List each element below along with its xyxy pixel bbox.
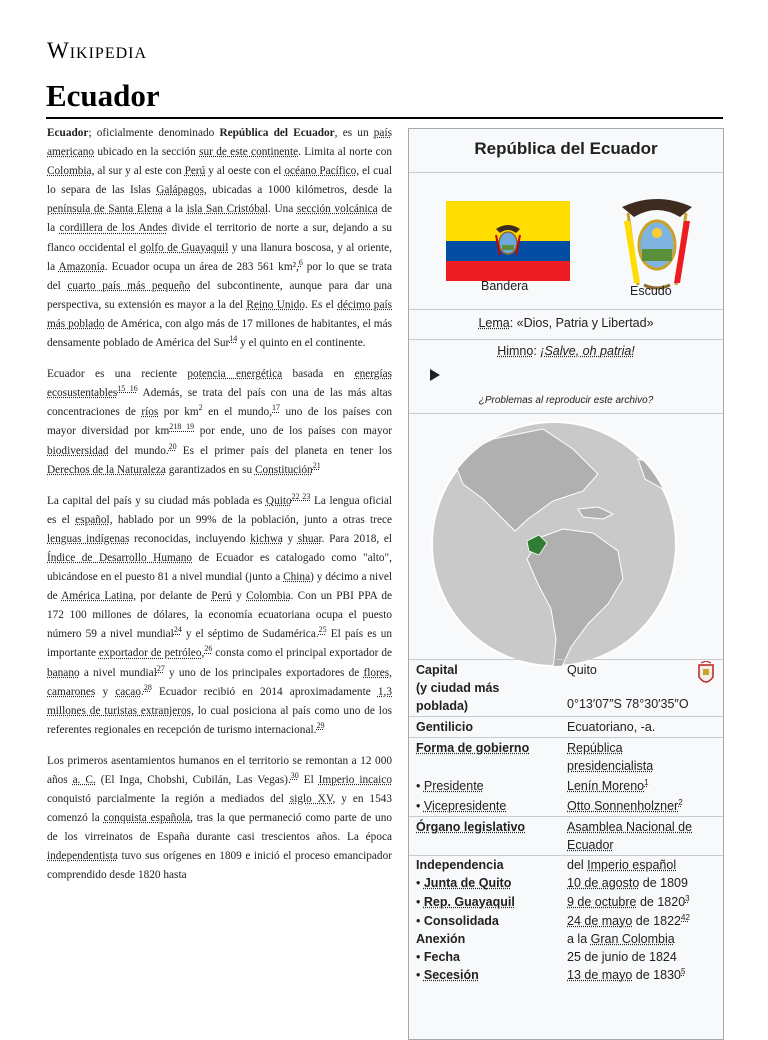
indep-label: Independencia: [416, 858, 504, 872]
text: basada en: [282, 368, 355, 381]
fecha-label: Fecha: [423, 950, 460, 964]
text: , y en 1543 comenzó la: [47, 793, 393, 825]
bullet: [416, 968, 424, 982]
paragraph-intro: [47, 124, 392, 353]
text: de la: [47, 203, 392, 235]
presidente-value[interactable]: Lenín Moreno: [567, 779, 645, 793]
consolidada-date[interactable]: 24 de mayo: [567, 914, 633, 928]
link-china[interactable]: China: [283, 571, 311, 584]
text: Ecuador recibió en 2014 aproximadamente: [151, 685, 378, 698]
link-americano[interactable]: americano: [47, 146, 95, 159]
lema-value: : «Dios, Patria y Libertad»: [509, 316, 654, 330]
gobierno-value[interactable]: República presidencialista: [567, 741, 654, 773]
secesion-label[interactable]: Secesión: [423, 968, 479, 982]
consolidada-row-label: [416, 912, 499, 930]
text: . Con un PBI PPA de 172 100 millones de dólares, la economía ecuatoriana ocupa el puesto número 59 a nivel mundial: [47, 590, 392, 641]
text: El: [298, 774, 319, 786]
ref-link[interactable]: 15 16: [117, 384, 138, 394]
text: uno de los países con mayor diversidad por km: [47, 406, 392, 438]
junta-year: de 1809: [639, 876, 688, 890]
link-derechos-naturaleza[interactable]: Derechos de la Naturaleza: [47, 463, 166, 476]
link-imperio-espanol[interactable]: Imperio español: [587, 858, 677, 872]
gobierno-label[interactable]: Forma de gobierno: [416, 741, 530, 755]
link-espanol[interactable]: español: [75, 513, 110, 526]
wikipedia-wordmark[interactable]: Wikipedia: [47, 38, 148, 63]
text: Es el primer país del planeta en tener los: [176, 444, 392, 457]
orthographic-map[interactable]: [423, 419, 685, 669]
link-turistas[interactable]: 1,3 millones de turistas extranjeros: [47, 685, 392, 717]
text: , es un: [334, 127, 374, 139]
text: , hablado por un 99% de la población, junto a otras trece: [109, 513, 392, 526]
link-energias[interactable]: energías ecosustentables: [47, 368, 392, 400]
link-shuar[interactable]: shuar: [297, 532, 322, 545]
text: a nivel mundial: [79, 666, 157, 679]
secesion-date[interactable]: 13 de mayo: [567, 968, 633, 982]
link-colombia[interactable]: Colombia: [47, 165, 92, 178]
text: por km: [158, 406, 199, 419]
capital-label: Capital (y ciudad más poblada): [416, 663, 500, 713]
link-biodiversidad[interactable]: biodiversidad: [47, 444, 109, 457]
link-peru[interactable]: Perú: [211, 590, 232, 603]
organo-value[interactable]: Asamblea Nacional de Ecuador: [567, 820, 693, 852]
secesion-row-value: [567, 966, 685, 984]
capital-value[interactable]: Quito: [567, 663, 597, 677]
text: . Es el: [304, 298, 338, 311]
presidente-label[interactable]: Presidente: [423, 779, 484, 793]
text: divide el territorio de norte a sur, dejando a su flanco occidental el: [47, 222, 393, 254]
infobox: [408, 128, 724, 1040]
paragraph-capital: [47, 492, 392, 740]
link-golfo-guayaquil[interactable]: golfo de Guayaquil: [139, 241, 229, 254]
text: . Ecuador ocupa un área de 283 561 km²,: [104, 260, 299, 273]
fecha-row-label: [416, 948, 460, 966]
link-andes[interactable]: cordillera de los Andes: [59, 222, 168, 235]
flag-image[interactable]: [446, 201, 570, 281]
vice-label[interactable]: Vicepresidente: [423, 799, 507, 813]
text: y una llanura boscosa, y al oriente, la: [47, 241, 392, 273]
presidente-row-label: [416, 777, 484, 795]
text: del subcontinente, aunque para dar una perspectiva, su extensión es mayor a la del: [47, 279, 392, 311]
vice-row-value: [567, 797, 683, 815]
text: El país es un importante: [47, 628, 392, 660]
presidente-row-value: [567, 777, 649, 795]
link-oceano-pacifico[interactable]: océano Pacífico: [284, 165, 357, 178]
organo-label[interactable]: Órgano legislativo: [416, 820, 526, 834]
coat-caption[interactable]: Escudo: [630, 284, 672, 298]
divider: [409, 659, 723, 660]
text: (El Inga, Chobshi, Cubilán, Las Vegas).: [95, 774, 291, 786]
link-gran-colombia[interactable]: Gran Colombia: [590, 932, 675, 946]
ref-link[interactable]: 1: [644, 777, 649, 787]
junta-row-label: [416, 874, 511, 892]
text: ) y décimo a nivel de: [47, 571, 392, 603]
consolidada-year: de 1822: [632, 914, 681, 928]
secesion-row-label: [416, 966, 479, 984]
text: Ecuador es una reciente: [47, 368, 188, 381]
play-icon[interactable]: [430, 369, 440, 381]
lema-label[interactable]: Lema: [478, 316, 510, 330]
page-title: Ecuador: [46, 78, 160, 113]
guayaquil-row-label: [416, 893, 515, 911]
link-idh[interactable]: Índice de Desarrollo Humano: [47, 551, 193, 564]
text: y el quinto en el continente.: [237, 337, 366, 350]
text: y al oeste con el: [205, 165, 285, 178]
flag-coat-emblem: [492, 221, 524, 261]
ref-link[interactable]: 42: [681, 912, 690, 922]
link-rios[interactable]: ríos: [141, 406, 159, 419]
superscript: 2: [198, 403, 203, 413]
divider: [409, 339, 723, 340]
infobox-title: República del Ecuador: [474, 139, 658, 158]
ref-link[interactable]: 14: [229, 334, 238, 344]
text: .: [140, 685, 144, 698]
junta-label[interactable]: Junta de Quito: [423, 876, 512, 890]
bullet: [416, 895, 424, 909]
guayaquil-date[interactable]: 9 de octubre: [567, 895, 637, 909]
text: consta como el principal exportador de: [212, 647, 393, 660]
guayaquil-row-value: [567, 893, 690, 911]
link-reino-unido[interactable]: Reino Unido: [246, 298, 305, 311]
link-independentista[interactable]: independentista: [47, 850, 118, 863]
flag-red-band: [446, 261, 570, 281]
ref-link[interactable]: 30: [290, 771, 299, 781]
text: y: [231, 590, 247, 603]
ref-link[interactable]: 20: [168, 441, 177, 451]
text: , al sur y al este con: [91, 165, 185, 178]
text: Los primeros asentamientos humanos en el territorio se remontan a 12 000 años: [47, 754, 392, 786]
article-body: [47, 124, 392, 898]
link-siglo-xv[interactable]: siglo XV: [289, 793, 333, 806]
text: en el mundo,: [202, 406, 273, 419]
link-santa-elena[interactable]: península de Santa Elena: [47, 203, 163, 216]
link-america-latina[interactable]: América Latina: [61, 590, 134, 603]
ref-link[interactable]: 29: [316, 721, 325, 731]
link-flores[interactable]: flores: [363, 666, 390, 679]
text: por ende, uno de los países con mayor: [194, 425, 393, 438]
anexion-value: [567, 930, 675, 948]
flag-caption[interactable]: Bandera: [481, 279, 529, 293]
link-san-cristobal[interactable]: isla San Cristóbal: [186, 203, 269, 216]
link-exportador-petroleo[interactable]: exportador de petróleo: [98, 647, 202, 660]
text: La lengua oficial es el: [47, 494, 393, 526]
himno-label[interactable]: Himno: [497, 344, 534, 358]
text: ,: [201, 647, 205, 660]
consolidada-row-value: [567, 912, 690, 930]
link-quito[interactable]: Quito: [265, 494, 292, 507]
link-peru[interactable]: Perú: [184, 165, 206, 178]
link-imperio-incaico[interactable]: Imperio incaico: [318, 774, 392, 786]
text: , tras la que permaneció como parte de uno de los virreinatos de España durante casi trescientos años. La época: [47, 812, 392, 844]
text: a la: [162, 203, 187, 216]
quito-coat-icon[interactable]: [697, 661, 715, 687]
link-pais[interactable]: país: [373, 127, 392, 139]
gentilicio-label: Gentilicio: [416, 720, 473, 734]
divider: [409, 737, 723, 738]
text: ,: [389, 666, 392, 679]
ref-link[interactable]: 24: [173, 625, 182, 635]
anexion-label: Anexión: [416, 932, 466, 946]
anthem: [409, 344, 723, 358]
ref-link[interactable]: 3: [685, 893, 690, 903]
text: garantizados en su: [165, 463, 255, 476]
text: y: [95, 685, 116, 698]
text: conquistó parcialmente la región a mediados del: [47, 793, 290, 806]
text: y uno de los principales exportadores de: [164, 666, 364, 679]
link-seccion-volcanica[interactable]: sección volcánica: [296, 203, 378, 216]
text: Además, se trata del país con una de las más altas concentraciones de: [47, 387, 393, 419]
bullet: [416, 876, 424, 890]
link-cuarto-pais[interactable]: cuarto país más pequeño: [67, 279, 191, 292]
link-galapagos[interactable]: Galápagos: [156, 184, 204, 197]
link-decimo-pais[interactable]: décimo país más poblado: [47, 298, 393, 330]
secesion-year: de 1830: [632, 968, 681, 982]
vice-row-label: [416, 797, 506, 815]
ref-link[interactable]: 25: [318, 625, 327, 635]
text: a la: [567, 932, 591, 946]
text: del: [567, 858, 588, 872]
himno-value[interactable]: ¡Salve, oh patria!: [540, 344, 635, 358]
indep-value: [567, 856, 676, 874]
bold-term: República del Ecuador: [219, 127, 335, 139]
divider: [409, 816, 723, 817]
junta-row-value: [567, 874, 688, 892]
text: ubicado en la sección: [94, 146, 200, 159]
coat-of-arms-image[interactable]: [614, 193, 700, 293]
text: . Limita al norte con: [298, 146, 392, 159]
ref-link[interactable]: 26: [204, 644, 213, 654]
divider: [409, 309, 723, 310]
link-potencia-energetica[interactable]: potencia energética: [187, 368, 283, 381]
text: , por delante de: [133, 590, 212, 603]
ref-link[interactable]: 5: [681, 966, 686, 976]
link-cacao[interactable]: cacao: [115, 685, 141, 698]
text: . Para 2018, el: [321, 532, 392, 545]
consolidada-label: Consolidada: [423, 914, 499, 928]
ref-link[interactable]: 17: [272, 403, 281, 413]
title-divider: [46, 117, 723, 119]
vice-value[interactable]: Otto Sonnenholzner: [567, 799, 679, 813]
divider: [409, 172, 723, 173]
divider: [409, 413, 723, 414]
ref-link[interactable]: 218 19: [169, 422, 195, 432]
text: , el cual lo separa de las Islas: [47, 165, 392, 197]
text: La capital del país y su ciudad más poblada es: [47, 494, 266, 507]
bullet: [416, 914, 424, 928]
bullet: [416, 799, 424, 813]
text: por lo que se trata del: [47, 260, 392, 292]
ref-link[interactable]: 27: [156, 663, 165, 673]
text: y el séptimo de Sudamérica.: [181, 628, 319, 641]
ref-link[interactable]: 28: [143, 682, 152, 692]
text: . Una: [268, 203, 297, 216]
ref-link[interactable]: 22 23: [291, 491, 311, 501]
link-kichwa[interactable]: kichwa: [250, 532, 283, 545]
bullet: [416, 950, 424, 964]
gentilicio-value: Ecuatoriano, -a.: [567, 720, 656, 734]
paragraph-energy: [47, 365, 392, 480]
paragraph-history: [47, 752, 392, 886]
text: tuvo sus orígenes en 1809 e inició el proceso emancipador comprendido desde 1820 hasta: [47, 850, 392, 882]
divider: [409, 716, 723, 717]
text: del mundo.: [108, 444, 169, 457]
ref-link[interactable]: 2: [678, 797, 683, 807]
link-constitucion[interactable]: Constitución: [254, 463, 313, 476]
guayaquil-year: de 1820: [636, 895, 686, 909]
link-banano[interactable]: banano: [47, 666, 80, 679]
text: de Ecuador es catalogado como "alto", ubicándose en el puesto 81 a nivel mundial (junto a: [47, 551, 392, 584]
motto: [409, 316, 723, 330]
ref-link[interactable]: 6: [298, 257, 303, 267]
guayaquil-label[interactable]: Rep. Guayaquil: [423, 895, 515, 909]
link-conquista-espanola[interactable]: conquista española: [103, 812, 191, 825]
text: de América, con algo más de 17 millones de habitantes, el más densamente poblado de América del Sur: [47, 317, 392, 350]
text: y: [282, 532, 298, 545]
link-camarones[interactable]: camarones: [47, 685, 96, 698]
link-sur-continente[interactable]: sur de este continente: [199, 146, 299, 159]
ref-link[interactable]: 21: [312, 460, 321, 470]
bold-term: Ecuador: [47, 127, 89, 139]
link-lenguas-indigenas[interactable]: lenguas indígenas: [47, 532, 130, 545]
text: reconocidas, incluyendo: [129, 532, 251, 545]
capital-coordinates[interactable]: 0°13′07″S 78°30′35″O: [567, 697, 689, 711]
link-ac[interactable]: a. C.: [72, 774, 96, 786]
link-amazonia[interactable]: Amazonía: [58, 260, 105, 273]
text: , lo cual posiciona al país como uno de los referentes regionales en recepción de turismo internacional.: [47, 704, 392, 736]
text: ; oficialmente denominado: [88, 127, 220, 139]
himno-sep: :: [533, 344, 541, 358]
link-colombia[interactable]: Colombia: [246, 590, 291, 603]
text: , ubicadas a 1000 kilómetros, desde la: [203, 184, 392, 197]
junta-date[interactable]: 10 de agosto: [567, 876, 640, 890]
playback-help-link[interactable]: ¿Problemas al reproducir este archivo?: [478, 395, 654, 406]
bullet: [416, 779, 424, 793]
fecha-value: 25 de junio de 1824: [567, 950, 677, 964]
